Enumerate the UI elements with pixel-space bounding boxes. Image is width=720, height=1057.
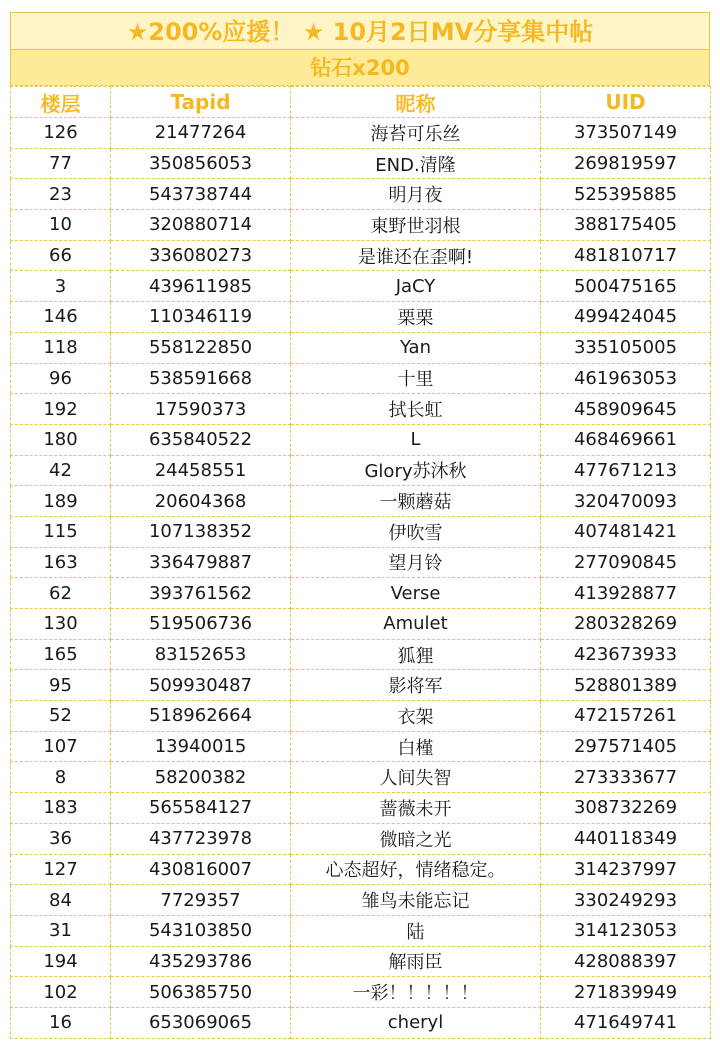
cell-tapid: 518962664	[111, 701, 291, 732]
cell-tapid: 506385750	[111, 977, 291, 1008]
cell-floor: 130	[11, 609, 111, 640]
cell-floor: 3	[11, 271, 111, 302]
cell-floor: 42	[11, 455, 111, 486]
cell-nickname: 栗栗	[291, 302, 541, 333]
table-row	[11, 854, 711, 885]
cell-nickname: 白槿	[291, 731, 541, 762]
table-row	[11, 271, 711, 302]
cell-uid: 407481421	[541, 516, 711, 547]
table-row	[11, 118, 711, 149]
cell-tapid: 7729357	[111, 885, 291, 916]
cell-nickname: 是谁还在歪啊!	[291, 240, 541, 271]
cell-floor: 62	[11, 578, 111, 609]
cell-nickname: 明月夜	[291, 179, 541, 210]
page-title: ★200%应援！ ★ 10月2日MV分享集中帖	[10, 12, 710, 50]
cell-tapid: 21477264	[111, 118, 291, 149]
cell-nickname: 人间失智	[291, 762, 541, 793]
cell-uid: 330249293	[541, 885, 711, 916]
cell-uid: 499424045	[541, 302, 711, 333]
cell-uid: 525395885	[541, 179, 711, 210]
table-row	[11, 915, 711, 946]
cell-floor: 165	[11, 639, 111, 670]
cell-nickname: 影将军	[291, 670, 541, 701]
cell-tapid: 17590373	[111, 394, 291, 425]
sheet	[10, 12, 710, 1039]
table-row	[11, 793, 711, 824]
cell-nickname: 一彩！！！！！	[291, 977, 541, 1008]
cell-nickname: 微暗之光	[291, 823, 541, 854]
winners-table	[10, 86, 711, 1039]
cell-uid: 500475165	[541, 271, 711, 302]
cell-tapid: 13940015	[111, 731, 291, 762]
cell-floor: 31	[11, 915, 111, 946]
table-row	[11, 977, 711, 1008]
cell-floor: 180	[11, 424, 111, 455]
cell-tapid: 24458551	[111, 455, 291, 486]
table-row	[11, 332, 711, 363]
cell-uid: 320470093	[541, 486, 711, 517]
table-row	[11, 823, 711, 854]
table-row	[11, 639, 711, 670]
table-row	[11, 946, 711, 977]
cell-nickname: 心态超好，情绪稳定。	[291, 854, 541, 885]
cell-floor: 66	[11, 240, 111, 271]
cell-floor: 102	[11, 977, 111, 1008]
cell-uid: 277090845	[541, 547, 711, 578]
cell-nickname: 海苔可乐丝	[291, 118, 541, 149]
cell-uid: 477671213	[541, 455, 711, 486]
cell-nickname: END.清隆	[291, 148, 541, 179]
cell-tapid: 350856053	[111, 148, 291, 179]
table-row	[11, 455, 711, 486]
cell-nickname: 衣架	[291, 701, 541, 732]
header-row	[11, 87, 711, 118]
cell-floor: 107	[11, 731, 111, 762]
table-row	[11, 516, 711, 547]
cell-nickname: 拭长虹	[291, 394, 541, 425]
cell-tapid: 565584127	[111, 793, 291, 824]
cell-floor: 183	[11, 793, 111, 824]
cell-uid: 314237997	[541, 854, 711, 885]
cell-nickname: Amulet	[291, 609, 541, 640]
cell-tapid: 336479887	[111, 547, 291, 578]
table-body	[11, 118, 711, 1039]
cell-nickname: Glory苏沐秋	[291, 455, 541, 486]
table-row	[11, 547, 711, 578]
cell-uid: 269819597	[541, 148, 711, 179]
cell-uid: 335105005	[541, 332, 711, 363]
table-row	[11, 148, 711, 179]
cell-floor: 23	[11, 179, 111, 210]
cell-floor: 115	[11, 516, 111, 547]
cell-tapid: 20604368	[111, 486, 291, 517]
cell-nickname: 狐狸	[291, 639, 541, 670]
cell-uid: 468469661	[541, 424, 711, 455]
cell-tapid: 439611985	[111, 271, 291, 302]
table-row	[11, 762, 711, 793]
cell-uid: 388175405	[541, 210, 711, 241]
table-row	[11, 363, 711, 394]
cell-nickname: Verse	[291, 578, 541, 609]
cell-uid: 280328269	[541, 609, 711, 640]
cell-uid: 423673933	[541, 639, 711, 670]
table-row	[11, 670, 711, 701]
cell-floor: 189	[11, 486, 111, 517]
table-row	[11, 701, 711, 732]
cell-nickname: 望月铃	[291, 547, 541, 578]
table-row	[11, 179, 711, 210]
cell-nickname: 雏鸟未能忘记	[291, 885, 541, 916]
cell-floor: 146	[11, 302, 111, 333]
cell-uid: 481810717	[541, 240, 711, 271]
cell-uid: 461963053	[541, 363, 711, 394]
cell-floor: 95	[11, 670, 111, 701]
cell-floor: 126	[11, 118, 111, 149]
cell-floor: 77	[11, 148, 111, 179]
reward-subtitle: 钻石x200	[10, 50, 710, 86]
cell-tapid: 437723978	[111, 823, 291, 854]
table-row	[11, 210, 711, 241]
cell-tapid: 509930487	[111, 670, 291, 701]
cell-uid: 297571405	[541, 731, 711, 762]
table-row	[11, 302, 711, 333]
cell-tapid: 58200382	[111, 762, 291, 793]
cell-tapid: 653069065	[111, 1007, 291, 1038]
cell-tapid: 107138352	[111, 516, 291, 547]
table-row	[11, 394, 711, 425]
cell-tapid: 320880714	[111, 210, 291, 241]
table-row	[11, 609, 711, 640]
cell-tapid: 519506736	[111, 609, 291, 640]
cell-floor: 163	[11, 547, 111, 578]
table-row	[11, 578, 711, 609]
cell-floor: 194	[11, 946, 111, 977]
cell-uid: 373507149	[541, 118, 711, 149]
cell-floor: 118	[11, 332, 111, 363]
cell-floor: 10	[11, 210, 111, 241]
cell-nickname: 十里	[291, 363, 541, 394]
cell-tapid: 538591668	[111, 363, 291, 394]
cell-uid: 413928877	[541, 578, 711, 609]
cell-nickname: 蔷薇未开	[291, 793, 541, 824]
header-floor: 楼层	[11, 87, 111, 118]
cell-tapid: 83152653	[111, 639, 291, 670]
cell-floor: 36	[11, 823, 111, 854]
cell-nickname: 一颗蘑菇	[291, 486, 541, 517]
cell-uid: 440118349	[541, 823, 711, 854]
header-uid: UID	[541, 87, 711, 118]
cell-uid: 428088397	[541, 946, 711, 977]
table-row	[11, 424, 711, 455]
table-row	[11, 1007, 711, 1038]
cell-floor: 84	[11, 885, 111, 916]
cell-tapid: 430816007	[111, 854, 291, 885]
cell-uid: 528801389	[541, 670, 711, 701]
cell-nickname: 解雨臣	[291, 946, 541, 977]
cell-tapid: 110346119	[111, 302, 291, 333]
cell-floor: 127	[11, 854, 111, 885]
cell-uid: 471649741	[541, 1007, 711, 1038]
cell-nickname: 伊吹雪	[291, 516, 541, 547]
cell-uid: 458909645	[541, 394, 711, 425]
cell-nickname: L	[291, 424, 541, 455]
cell-tapid: 558122850	[111, 332, 291, 363]
cell-nickname: Yan	[291, 332, 541, 363]
cell-tapid: 435293786	[111, 946, 291, 977]
cell-floor: 52	[11, 701, 111, 732]
cell-tapid: 543738744	[111, 179, 291, 210]
cell-uid: 273333677	[541, 762, 711, 793]
cell-tapid: 635840522	[111, 424, 291, 455]
table-row	[11, 885, 711, 916]
cell-nickname: 東野世羽根	[291, 210, 541, 241]
cell-tapid: 543103850	[111, 915, 291, 946]
cell-uid: 308732269	[541, 793, 711, 824]
cell-floor: 96	[11, 363, 111, 394]
cell-floor: 8	[11, 762, 111, 793]
table-row	[11, 731, 711, 762]
cell-tapid: 393761562	[111, 578, 291, 609]
table-row	[11, 240, 711, 271]
cell-uid: 472157261	[541, 701, 711, 732]
cell-uid: 314123053	[541, 915, 711, 946]
table-row	[11, 486, 711, 517]
cell-floor: 192	[11, 394, 111, 425]
header-nickname: 昵称	[291, 87, 541, 118]
cell-uid: 271839949	[541, 977, 711, 1008]
cell-tapid: 336080273	[111, 240, 291, 271]
header-tapid: Tapid	[111, 87, 291, 118]
cell-nickname: JaCY	[291, 271, 541, 302]
cell-nickname: 陆	[291, 915, 541, 946]
cell-floor: 16	[11, 1007, 111, 1038]
cell-nickname: cheryl	[291, 1007, 541, 1038]
